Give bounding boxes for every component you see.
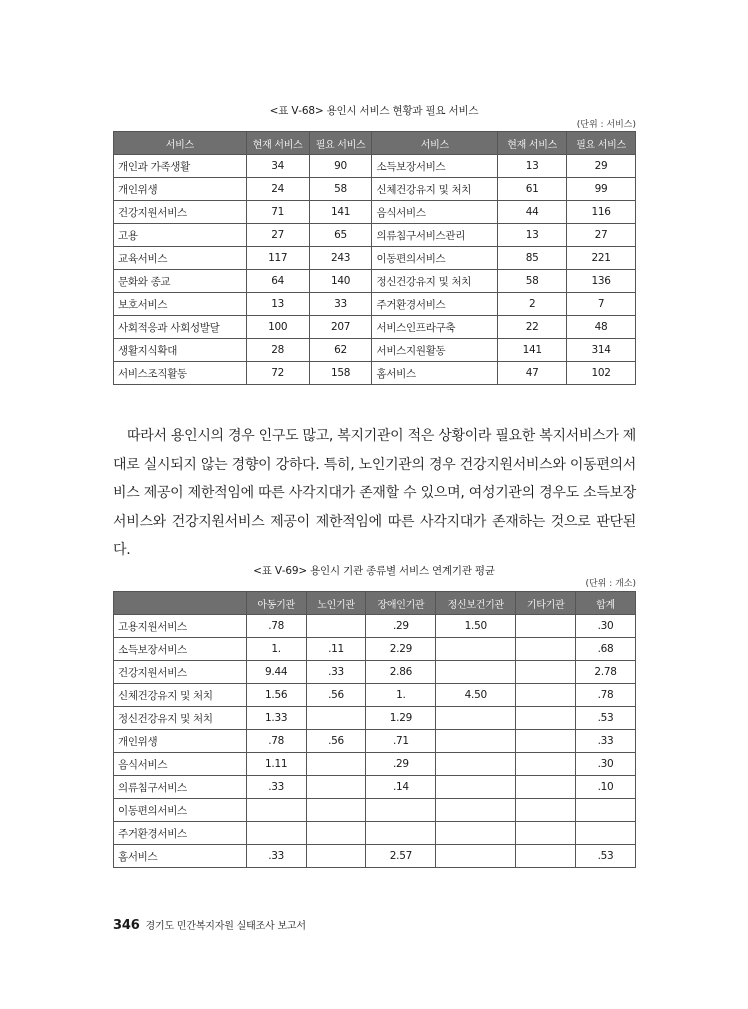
value-cell: 116 <box>567 201 636 224</box>
value-cell: .10 <box>576 776 636 799</box>
row-label-cell: 건강지원서비스 <box>114 201 247 224</box>
value-cell: 72 <box>246 362 309 385</box>
column-header: 기타기관 <box>516 592 576 615</box>
table-row <box>114 707 636 730</box>
value-cell: 34 <box>246 155 309 178</box>
footer-title: 경기도 민간복지자원 실태조사 보고서 <box>145 921 306 932</box>
value-cell: .53 <box>576 845 636 868</box>
value-cell: 1.11 <box>246 753 306 776</box>
value-cell <box>576 822 636 845</box>
row-label-cell: 의류침구서비스관리 <box>372 224 498 247</box>
value-cell <box>436 845 516 868</box>
value-cell: .53 <box>576 707 636 730</box>
value-cell: 2.78 <box>576 661 636 684</box>
row-label-cell: 소득보장서비스 <box>114 638 247 661</box>
value-cell <box>246 799 306 822</box>
value-cell: 47 <box>498 362 567 385</box>
value-cell <box>366 822 436 845</box>
value-cell: 64 <box>246 270 309 293</box>
value-cell: .56 <box>306 730 366 753</box>
value-cell: 1. <box>366 684 436 707</box>
row-label-cell: 이동편의서비스 <box>114 799 247 822</box>
table-row <box>114 799 636 822</box>
column-header: 현재 서비스 <box>246 132 309 155</box>
table-row <box>114 155 636 178</box>
value-cell: 314 <box>567 339 636 362</box>
value-cell: 48 <box>567 316 636 339</box>
value-cell: 13 <box>498 224 567 247</box>
value-cell: .29 <box>366 615 436 638</box>
value-cell: 158 <box>309 362 372 385</box>
table68 <box>113 131 636 385</box>
row-label-cell: 개인위생 <box>114 178 247 201</box>
value-cell: 13 <box>246 293 309 316</box>
value-cell: 117 <box>246 247 309 270</box>
value-cell <box>306 845 366 868</box>
table-row <box>114 270 636 293</box>
value-cell: .33 <box>246 845 306 868</box>
value-cell: 141 <box>309 201 372 224</box>
value-cell: 24 <box>246 178 309 201</box>
row-label-cell: 신체건강유지 및 처치 <box>372 178 498 201</box>
value-cell: 27 <box>246 224 309 247</box>
value-cell: .29 <box>366 753 436 776</box>
row-label-cell: 개인위생 <box>114 730 247 753</box>
value-cell <box>516 776 576 799</box>
row-label-cell: 개인과 가족생활 <box>114 155 247 178</box>
table-row <box>114 362 636 385</box>
value-cell <box>436 799 516 822</box>
value-cell: 13 <box>498 155 567 178</box>
value-cell <box>436 730 516 753</box>
value-cell <box>516 799 576 822</box>
row-label-cell: 음식서비스 <box>372 201 498 224</box>
value-cell <box>306 753 366 776</box>
value-cell: 1.50 <box>436 615 516 638</box>
value-cell: 102 <box>567 362 636 385</box>
value-cell: .33 <box>306 661 366 684</box>
value-cell: 207 <box>309 316 372 339</box>
table-row <box>114 684 636 707</box>
column-header <box>114 592 247 615</box>
table69 <box>113 591 636 868</box>
table69-caption: <표 Ⅴ-69> 용인시 기관 종류별 서비스 연계기관 평균 <box>253 565 495 577</box>
value-cell: 58 <box>498 270 567 293</box>
value-cell: 85 <box>498 247 567 270</box>
value-cell: .78 <box>246 615 306 638</box>
value-cell: 65 <box>309 224 372 247</box>
row-label-cell: 주거환경서비스 <box>372 293 498 316</box>
value-cell <box>306 707 366 730</box>
value-cell: 1.56 <box>246 684 306 707</box>
value-cell: .14 <box>366 776 436 799</box>
value-cell <box>516 638 576 661</box>
value-cell <box>436 661 516 684</box>
value-cell: 22 <box>498 316 567 339</box>
row-label-cell: 이동편의서비스 <box>372 247 498 270</box>
value-cell: 29 <box>567 155 636 178</box>
value-cell: 2.86 <box>366 661 436 684</box>
value-cell: .30 <box>576 753 636 776</box>
value-cell <box>436 753 516 776</box>
column-header: 노인기관 <box>306 592 366 615</box>
table-row <box>114 845 636 868</box>
value-cell <box>246 822 306 845</box>
table-row <box>114 822 636 845</box>
value-cell: .30 <box>576 615 636 638</box>
value-cell: 7 <box>567 293 636 316</box>
column-header: 아동기관 <box>246 592 306 615</box>
value-cell <box>436 638 516 661</box>
value-cell: .11 <box>306 638 366 661</box>
value-cell <box>436 776 516 799</box>
paragraph-text: 따라서 용인시의 경우 인구도 많고, 복지기관이 적은 상황이라 필요한 복지서비스가 제대로 실시되지 않는 경향이 강하다. 특히, 노인기관의 경우 건강지원서비스와 이동편의서비스 제공이 제한적임에 따른 사각지대가 존재할 수 있으며, 여성기관의 경우도 소득보장서비스와 건강지원서비스 제공이 제한적임에 따른 사각지대가 존재하는 것으로 판단된다. <box>113 428 636 558</box>
table-row <box>114 224 636 247</box>
value-cell: 4.50 <box>436 684 516 707</box>
value-cell: .33 <box>576 730 636 753</box>
table-row <box>114 293 636 316</box>
value-cell: 44 <box>498 201 567 224</box>
value-cell: 90 <box>309 155 372 178</box>
value-cell: 243 <box>309 247 372 270</box>
table-row <box>114 339 636 362</box>
row-label-cell: 음식서비스 <box>114 753 247 776</box>
value-cell <box>306 799 366 822</box>
row-label-cell: 의류침구서비스 <box>114 776 247 799</box>
row-label-cell: 사회적응과 사회성발달 <box>114 316 247 339</box>
value-cell: 2.57 <box>366 845 436 868</box>
value-cell: 141 <box>498 339 567 362</box>
table69-unit: (단위 : 개소) <box>585 579 636 589</box>
value-cell <box>516 661 576 684</box>
column-header: 현재 서비스 <box>498 132 567 155</box>
table-row <box>114 638 636 661</box>
row-label-cell: 신체건강유지 및 처치 <box>114 684 247 707</box>
value-cell: 27 <box>567 224 636 247</box>
value-cell <box>516 684 576 707</box>
row-label-cell: 보호서비스 <box>114 293 247 316</box>
row-label-cell: 홈서비스 <box>372 362 498 385</box>
value-cell <box>306 822 366 845</box>
table-row <box>114 247 636 270</box>
row-label-cell: 고용지원서비스 <box>114 615 247 638</box>
row-label-cell: 홈서비스 <box>114 845 247 868</box>
value-cell: 33 <box>309 293 372 316</box>
value-cell: .71 <box>366 730 436 753</box>
value-cell: 2 <box>498 293 567 316</box>
column-header: 서비스 <box>114 132 247 155</box>
table-row <box>114 178 636 201</box>
row-label-cell: 문화와 종교 <box>114 270 247 293</box>
value-cell <box>306 776 366 799</box>
row-label-cell: 건강지원서비스 <box>114 661 247 684</box>
value-cell <box>436 707 516 730</box>
value-cell: .56 <box>306 684 366 707</box>
column-header: 서비스 <box>372 132 498 155</box>
value-cell: 221 <box>567 247 636 270</box>
value-cell: .33 <box>246 776 306 799</box>
table68-unit: (단위 : 서비스) <box>576 120 636 130</box>
value-cell <box>576 799 636 822</box>
table-row <box>114 316 636 339</box>
row-label-cell: 서비스인프라구축 <box>372 316 498 339</box>
value-cell: 136 <box>567 270 636 293</box>
value-cell <box>516 730 576 753</box>
value-cell: 71 <box>246 201 309 224</box>
value-cell <box>516 822 576 845</box>
table68-caption: <표 Ⅴ-68> 용인시 서비스 현황과 필요 서비스 <box>269 105 479 117</box>
value-cell: 99 <box>567 178 636 201</box>
value-cell <box>516 845 576 868</box>
row-label-cell: 주거환경서비스 <box>114 822 247 845</box>
value-cell: .78 <box>576 684 636 707</box>
row-label-cell: 서비스지원활동 <box>372 339 498 362</box>
row-label-cell: 서비스조직활동 <box>114 362 247 385</box>
value-cell: 9.44 <box>246 661 306 684</box>
table-row <box>114 661 636 684</box>
value-cell: .68 <box>576 638 636 661</box>
row-label-cell: 소득보장서비스 <box>372 155 498 178</box>
value-cell <box>366 799 436 822</box>
value-cell: 1. <box>246 638 306 661</box>
value-cell: 28 <box>246 339 309 362</box>
table-row <box>114 776 636 799</box>
value-cell: 2.29 <box>366 638 436 661</box>
column-header: 정신보건기관 <box>436 592 516 615</box>
page-number: 346 <box>113 918 140 933</box>
column-header: 필요 서비스 <box>309 132 372 155</box>
table-row <box>114 753 636 776</box>
page-footer <box>113 917 306 933</box>
value-cell <box>516 615 576 638</box>
value-cell: 1.29 <box>366 707 436 730</box>
table-row <box>114 201 636 224</box>
row-label-cell: 생활지식확대 <box>114 339 247 362</box>
value-cell: .78 <box>246 730 306 753</box>
value-cell: 62 <box>309 339 372 362</box>
value-cell <box>516 707 576 730</box>
row-label-cell: 정신건강유지 및 처치 <box>114 707 247 730</box>
table-row <box>114 615 636 638</box>
value-cell: 140 <box>309 270 372 293</box>
row-label-cell: 교육서비스 <box>114 247 247 270</box>
value-cell: 61 <box>498 178 567 201</box>
value-cell: 100 <box>246 316 309 339</box>
value-cell: 58 <box>309 178 372 201</box>
body-paragraph <box>113 422 636 565</box>
column-header: 필요 서비스 <box>567 132 636 155</box>
value-cell <box>516 753 576 776</box>
column-header: 합계 <box>576 592 636 615</box>
row-label-cell: 고용 <box>114 224 247 247</box>
value-cell <box>436 822 516 845</box>
value-cell <box>306 615 366 638</box>
table-row <box>114 730 636 753</box>
value-cell: 1.33 <box>246 707 306 730</box>
column-header: 장애인기관 <box>366 592 436 615</box>
row-label-cell: 정신건강유지 및 처치 <box>372 270 498 293</box>
